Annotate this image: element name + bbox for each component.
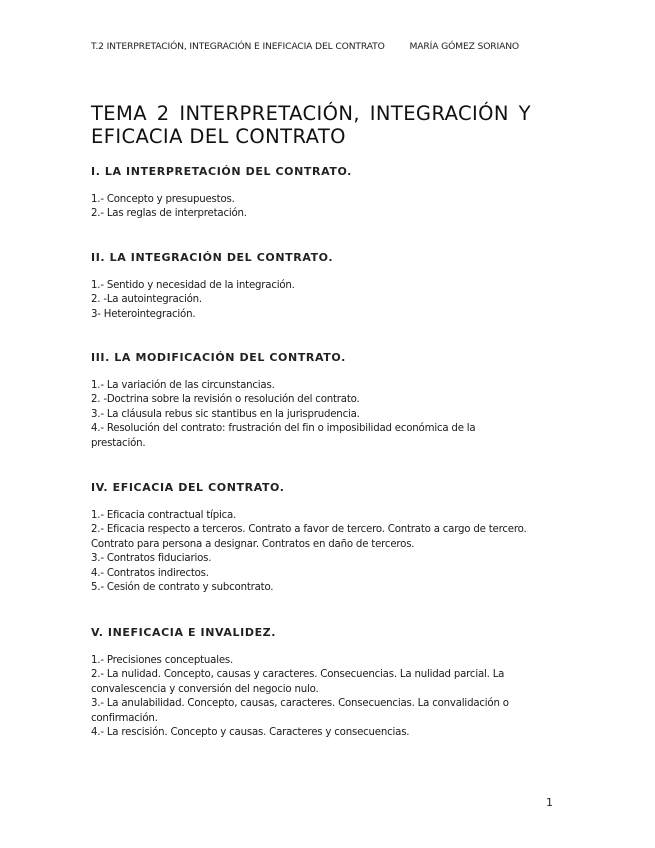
section-ii-items xyxy=(91,279,531,322)
section-heading-iv: IV. EFICACIA DEL CONTRATO. xyxy=(91,481,285,494)
title-word: INTEGRACIÓN xyxy=(369,102,509,125)
page-number: 1 xyxy=(546,796,553,809)
section-heading-ii: II. LA INTEGRACIÓN DEL CONTRATO. xyxy=(91,251,334,264)
list-item: 3.- La cláusula rebus sic stantibus en la jurisprudencia. xyxy=(91,408,360,420)
list-item: 3- Heterointegración. xyxy=(91,308,196,320)
list-item: 2.- Eficacia respecto a terceros. Contrato a favor de tercero. Contrato a cargo de tercero. Contrato para persona a designar. Contratos en daño de terceros. xyxy=(91,524,527,550)
list-item: 2.- Las reglas de interpretación. xyxy=(91,208,247,220)
section-iii-items xyxy=(91,379,531,451)
list-item: 4.- Contratos indirectos. xyxy=(91,567,209,579)
section-v-items xyxy=(91,654,531,740)
title-line-1 xyxy=(91,102,531,125)
list-item: 1.- Sentido y necesidad de la integración. xyxy=(91,280,295,291)
document-title xyxy=(91,102,531,148)
list-item: 1.- La variación de las circunstancias. xyxy=(91,380,275,391)
list-item: 1.- Concepto y presupuestos. xyxy=(91,194,235,205)
title-word: TEMA xyxy=(91,102,147,125)
list-item: 3.- La anulabilidad. Concepto, causas, caracteres. Consecuencias. La convalidación o confirmación. xyxy=(91,698,509,724)
section-heading-iii: III. LA MODIFICACIÓN DEL CONTRATO. xyxy=(91,351,346,364)
author-name: MARÍA GÓMEZ SORIANO xyxy=(409,41,520,52)
title-word: INTERPRETACIÓN, xyxy=(179,102,360,125)
list-item: 1.- Eficacia contractual típica. xyxy=(91,510,237,521)
list-item: 4.- La rescisión. Concepto y causas. Caracteres y consecuencias. xyxy=(91,727,410,739)
list-item: 3.- Contratos fiduciarios. xyxy=(91,553,212,565)
list-item: 5.- Cesión de contrato y subcontrato. xyxy=(91,582,274,594)
list-item: 2. -Doctrina sobre la revisión o resolución del contrato. xyxy=(91,394,360,406)
title-line-2: EFICACIA DEL CONTRATO xyxy=(91,125,346,148)
section-heading-i: I. LA INTERPRETACIÓN DEL CONTRATO. xyxy=(91,165,352,178)
title-word: Y xyxy=(518,102,531,125)
section-i-items xyxy=(91,193,531,222)
list-item: 4.- Resolución del contrato: frustración del fin o imposibilidad económica de la prestación. xyxy=(91,423,476,449)
list-item: 2. -La autointegración. xyxy=(91,294,202,306)
section-iv-items xyxy=(91,509,531,595)
list-item: 2.- La nulidad. Concepto, causas y caracteres. Consecuencias. La nulidad parcial. La convalescencia y conversión del negocio nulo. xyxy=(91,669,505,695)
running-title: T.2 INTERPRETACIÓN, INTEGRACIÓN E INEFICACIA DEL CONTRATO xyxy=(91,41,385,52)
list-item: 1.- Precisiones conceptuales. xyxy=(91,655,234,666)
section-heading-v: V. INEFICACIA E INVALIDEZ. xyxy=(91,626,277,639)
title-word: 2 xyxy=(156,102,170,125)
page-header xyxy=(91,41,519,52)
